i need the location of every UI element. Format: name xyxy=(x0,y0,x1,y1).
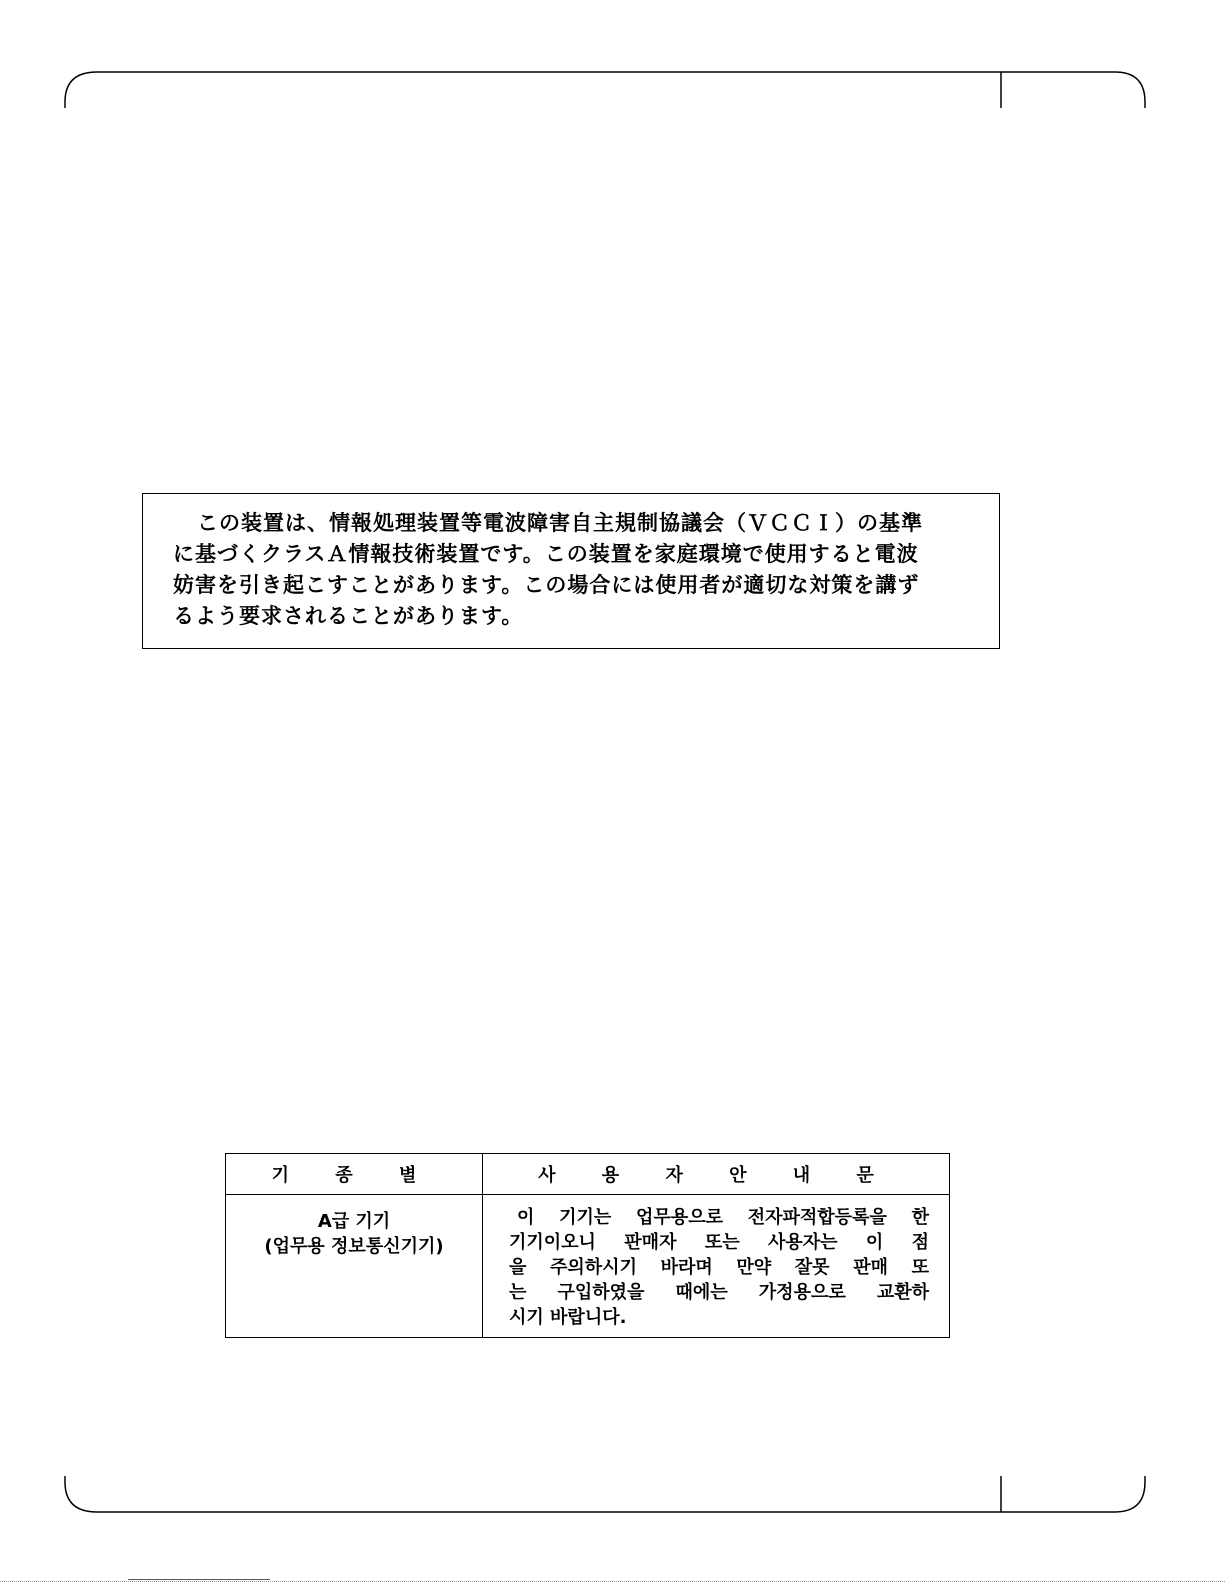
korean-notice-table xyxy=(225,1153,950,1338)
vcci-notice-line: に基づくクラスＡ情報技術装置です。この装置を家庭環境で使用すると電波 xyxy=(173,542,919,566)
device-description: (업무용 정보통신기기) xyxy=(264,1236,444,1257)
device-class: A급 기기 xyxy=(317,1211,391,1232)
table-header-row xyxy=(226,1154,950,1195)
vcci-notice-box xyxy=(142,493,1000,649)
vcci-notice-line: るよう要求されることがあります。 xyxy=(173,604,524,628)
vcci-notice-line: 妨害を引き起こすことがあります。この場合には使用者が適切な対策を講ず xyxy=(173,573,920,597)
device-class-cell xyxy=(226,1195,483,1338)
bottom-link-underline xyxy=(128,1579,270,1580)
table-row xyxy=(226,1195,950,1338)
header-user-guide: 사 용 자 안 내 문 xyxy=(483,1154,950,1195)
bottom-dotted-rule xyxy=(0,1581,1225,1582)
vcci-notice-line: この装置は、情報処理装置等電波障害自主規制協議会（ＶＣＣＩ）の基準 xyxy=(197,511,923,535)
guide-line: 는 구입하였을 때에는 가정용으로 교환하 xyxy=(509,1282,929,1303)
guide-line: 기기이오니 판매자 또는 사용자는 이 점 xyxy=(509,1232,929,1253)
user-guide-cell xyxy=(483,1195,950,1338)
guide-line: 을 주의하시기 바라며 만약 잘못 판매 또 xyxy=(509,1257,929,1278)
guide-line: 시기 바랍니다. xyxy=(509,1307,627,1328)
header-device-type: 기 종 별 xyxy=(226,1154,483,1195)
guide-line: 이 기기는 업무용으로 전자파적합등록을 한 xyxy=(517,1207,929,1228)
